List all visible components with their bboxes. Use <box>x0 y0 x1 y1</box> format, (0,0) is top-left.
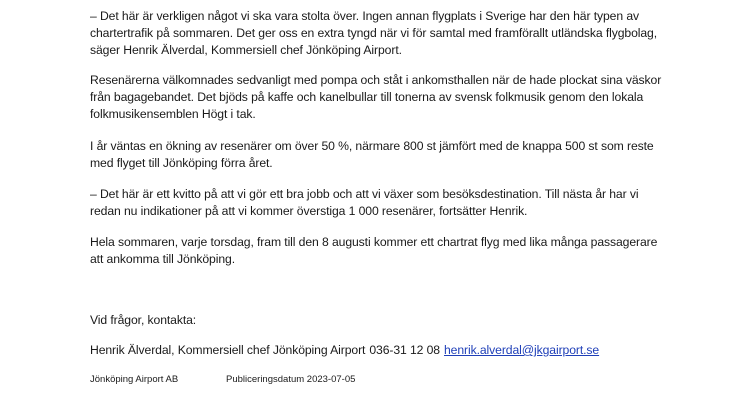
footer <box>90 374 356 386</box>
text-line: chartertrafik på sommaren. Det ger oss en extra tyngd när vi för samtal med framförallt utländska flygbolag, <box>90 26 658 40</box>
quote-paragraph-4 <box>90 186 660 220</box>
footer-company: Jönköping Airport AB <box>90 374 179 385</box>
text-line: Hela sommaren, varje torsdag, fram till den 8 augusti kommer ett chartrat flyg med lika många passagerare <box>90 235 658 249</box>
contact-email-link[interactable]: henrik.alverdal@jkgairport.se <box>443 343 600 357</box>
text-line: från bagagebandet. Det bjöds på kaffe och kanelbullar till tonerna av svensk folkmusik genom den lokala <box>90 90 644 104</box>
text-line: Resenärerna välkomnades sedvanligt med pompa och ståt i ankomsthallen när de hade plockat sina väskor <box>90 73 662 87</box>
contact-line <box>90 342 660 359</box>
contact-details <box>90 342 660 359</box>
footer-publication-date: Publiceringsdatum 2023-07-05 <box>226 374 356 385</box>
text-line: – Det här är ett kvitto på att vi gör ett bra jobb och att vi växer som besöksdestination. Till nästa år har vi <box>90 187 639 201</box>
quote-paragraph-1 <box>90 8 660 59</box>
text-line: säger Henrik Älverdal, Kommersiell chef Jönköping Airport. <box>90 43 402 57</box>
text-line: redan nu indikationer på att vi kommer överstiga 1 000 resenärer, fortsätter Henrik. <box>90 204 528 218</box>
body-paragraph-3 <box>90 138 660 172</box>
contact-heading-text: Vid frågor, kontakta: <box>90 313 197 327</box>
contact-heading <box>90 312 660 329</box>
body-paragraph-2 <box>90 72 660 123</box>
text-line: – Det här är verkligen något vi ska vara stolta över. Ingen annan flygplats i Sverige har den här typen av <box>90 9 639 23</box>
text-line: att ankomma till Jönköping. <box>90 252 235 266</box>
body-paragraph-5 <box>90 234 660 268</box>
text-line: med flyget till Jönköping förra året. <box>90 156 273 170</box>
contact-phone: 036-31 12 08 <box>369 343 440 357</box>
text-line: I år väntas en ökning av resenärer om över 50 %, närmare 800 st jämfört med de knappa 500 st som reste <box>90 139 654 153</box>
text-line: folkmusikensemblen Högt i tak. <box>90 107 256 121</box>
contact-person: Henrik Älverdal, Kommersiell chef Jönköping Airport <box>90 343 366 357</box>
